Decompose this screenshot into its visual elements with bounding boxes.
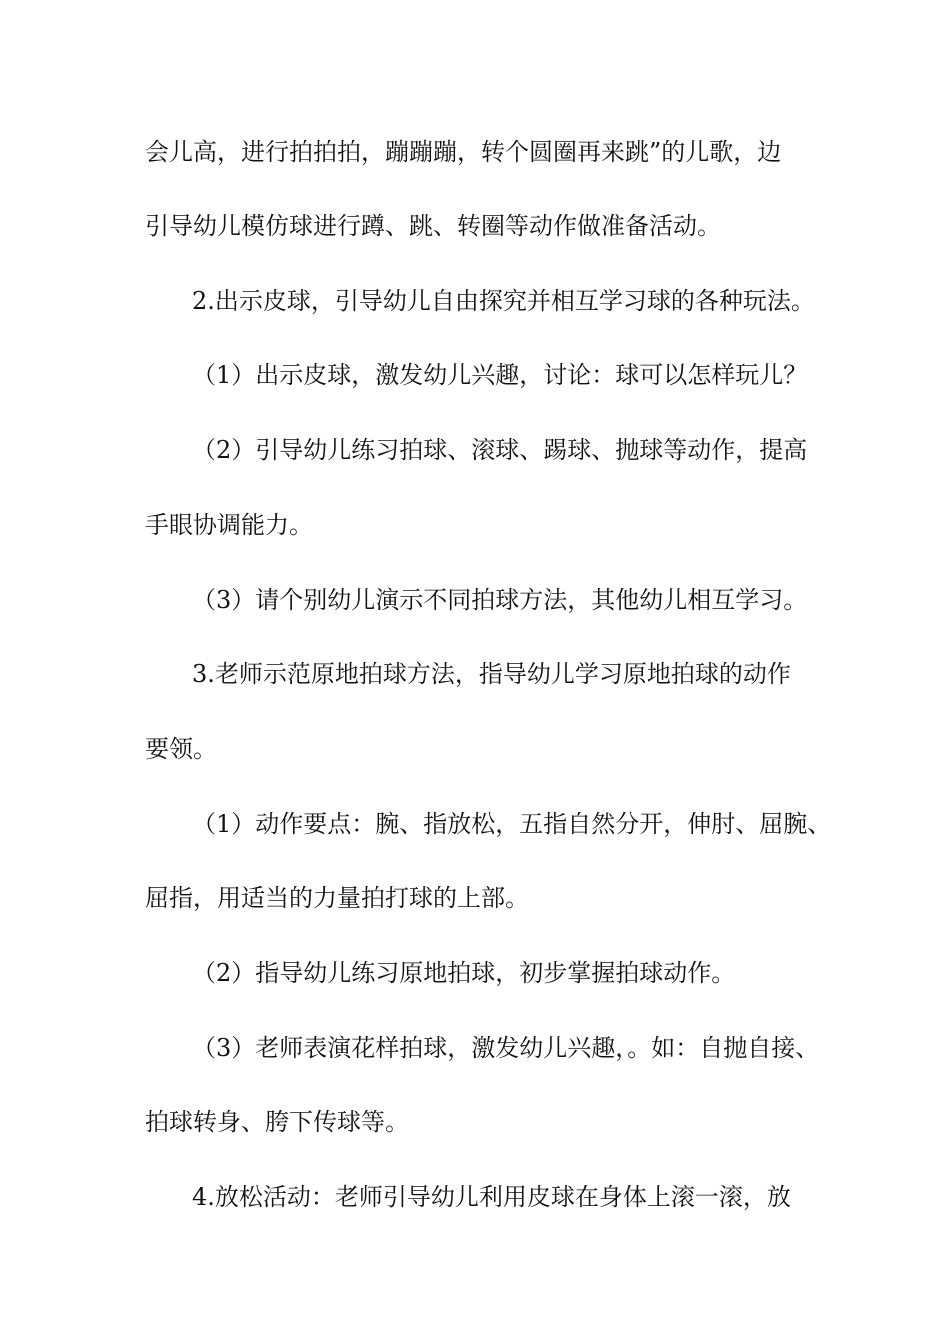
text-line-7: （3）请个别幼儿演示不同拍球方法，其他幼儿相互学习。: [192, 586, 808, 614]
text-line-14: 拍球转身、胯下传球等。: [145, 1108, 409, 1136]
text-line-6: 手眼协调能力。: [145, 511, 313, 539]
text-line-1: 会儿高，进行拍拍拍，蹦蹦蹦，转个圆圈再来跳”的儿歌，边: [145, 138, 782, 166]
text-line-4: （1）出示皮球，激发幼儿兴趣，讨论：球可以怎样玩儿？: [192, 361, 808, 389]
text-line-12: （2）指导幼儿练习原地拍球，初步掌握拍球动作。: [192, 959, 736, 987]
text-line-8: 3.老师示范原地拍球方法，指导幼儿学习原地拍球的动作: [192, 660, 791, 688]
text-line-11: 屈指，用适当的力量拍打球的上部。: [145, 884, 529, 912]
text-line-15: 4.放松活动：老师引导幼儿利用皮球在身体上滚一滚，放: [192, 1183, 791, 1211]
text-line-5: （2）引导幼儿练习拍球、滚球、踢球、抛球等动作，提高: [192, 436, 808, 464]
text-line-10: （1）动作要点：腕、指放松，五指自然分开，伸肘、屈腕、: [192, 810, 832, 838]
text-line-2: 引导幼儿模仿球进行蹲、跳、转圈等动作做准备活动。: [145, 212, 721, 240]
text-line-9: 要领。: [145, 735, 217, 763]
text-line-13: （3）老师表演花样拍球，激发幼儿兴趣，。如：自抛自接、: [192, 1034, 820, 1062]
text-line-3: 2.出示皮球，引导幼儿自由探究并相互学习球的各种玩法。: [192, 287, 815, 315]
